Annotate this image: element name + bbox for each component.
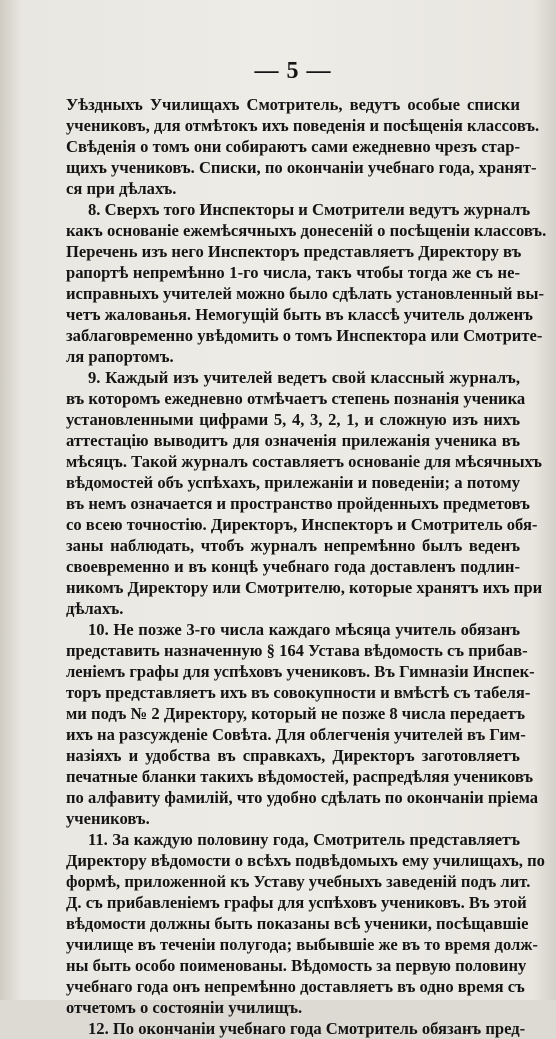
text-line: 10. Не позже 3-го числа каждаго мѣсяца учитель обязанъ [88, 620, 520, 639]
text-line: 8. Сверхъ того Инспекторы и Смотрители ведутъ журналъ [88, 200, 531, 219]
text-line: Уѣздныхъ Училищахъ Смотритель, ведутъ особые списки [66, 95, 520, 114]
text-line: ихъ на разсужденіе Совѣта. Для облегченія учителей въ Гим- [66, 725, 526, 744]
text-line: ся при дѣлахъ. [66, 179, 177, 198]
text-line: учениковъ, для отмѣтокъ ихъ поведенія и посѣщенія классовъ. [66, 116, 540, 135]
text-line: со всею точностію. Директоръ, Инспекторъ и Смотритель обя- [66, 515, 538, 534]
text-line: щихъ учениковъ. Списки, по окончаніи учебнаго года, хранят- [66, 158, 537, 177]
text-line: леніемъ графы для успѣховъ учениковъ. Въ Гимназіи Инспек- [66, 662, 535, 681]
text-line: 9. Каждый изъ учителей ведетъ свой классный журналъ, [88, 368, 520, 387]
text-line: Перечень изъ него Инспекторъ представляетъ Директору въ [66, 242, 522, 261]
text-line: Свѣденія о томъ они собираютъ сами ежедневно чрезъ стар- [66, 137, 520, 156]
text-line: заблаговременно увѣдомить о томъ Инспектора или Смотрите- [66, 326, 543, 345]
text-line: дѣлахъ. [66, 599, 124, 618]
text-line: Д. съ прибавленіемъ графы для успѣховъ учениковъ. Въ этой [66, 893, 527, 912]
text-line: по алфавиту фамилій, что удобно сдѣлать по окончаніи пріема [66, 788, 539, 807]
text-line: своевременно и въ концѣ учебнаго года доставленъ подлин- [66, 557, 520, 576]
text-line: вѣдомостей объ успѣхахъ, прилежаніи и поведеніи; а потому [66, 473, 520, 492]
text-line: никомъ Директору или Смотрителю, которые хранятъ ихъ при [66, 578, 543, 597]
text-line: рапортѣ непремѣнно 1-го числа, такъ чтобы тогда же съ не- [66, 263, 520, 282]
text-line: назіяхъ и удобства въ справкахъ, Директоръ заготовляетъ [66, 746, 520, 765]
text-line: отчетомъ о состояніи училищъ. [66, 998, 303, 1017]
text-line: ны быть особо поименованы. Вѣдомость за первую половину [66, 956, 527, 975]
text-line: формѣ, приложенной къ Уставу учебныхъ заведеній подъ лит. [66, 872, 531, 891]
text-line: аттестацію выводитъ для означенія прилежанія ученика въ [66, 431, 520, 450]
page-number-header: — 5 — [254, 58, 332, 84]
text-line: печатные бланки такихъ вѣдомостей, распредѣляя учениковъ [66, 767, 534, 786]
text-line: установленными цифрами 5, 4, 3, 2, 1, и сложную изъ нихъ [66, 410, 520, 429]
text-line: 12. По окончаніи учебнаго года Смотритель обязанъ пред- [88, 1019, 526, 1038]
text-line: четъ жалованья. Немогущій быть въ классѣ учитель долженъ [66, 305, 533, 324]
text-line: заны наблюдать, чтобъ журналъ непремѣнно былъ веденъ [66, 536, 520, 555]
text-line: представить назначенную § 164 Устава вѣдомость съ прибав- [66, 641, 528, 660]
text-line: вѣдомости должны быть показаны всѣ ученики, посѣщавшіе [66, 914, 529, 933]
text-line: ми подъ № 2 Директору, который не позже 8 числа передаетъ [66, 704, 526, 723]
text-line: торъ представляетъ ихъ въ совокупности и вмѣстѣ съ табеля- [66, 683, 531, 702]
text-line: Директору вѣдомости о всѣхъ подвѣдомыхъ ему училищахъ, по [66, 851, 545, 870]
text-line: учебнаго года онъ непремѣнно доставляетъ въ одно время съ [66, 977, 525, 996]
text-line: въ немъ означается и пространство пройденныхъ предметовъ [66, 494, 530, 513]
text-line: въ которомъ ежедневно отмѣчаетъ степень познанія ученика [66, 389, 526, 408]
text-line: исправныхъ учителей можно было сдѣлать установленный вы- [66, 284, 544, 303]
text-line: ля рапортомъ. [66, 347, 174, 366]
text-line: учениковъ. [66, 809, 150, 828]
text-line: какъ основаніе ежемѣсячныхъ донесеній о посѣщеніи классовъ. [66, 221, 547, 240]
body-text [66, 94, 547, 1039]
text-line: мѣсяцъ. Такой журналъ составляетъ основаніе для мѣсячныхъ [66, 452, 542, 471]
text-line: училище въ теченіи полугода; выбывшіе же въ то время долж- [66, 935, 538, 954]
text-line: 11. За каждую половину года, Смотритель представляетъ [88, 830, 520, 849]
